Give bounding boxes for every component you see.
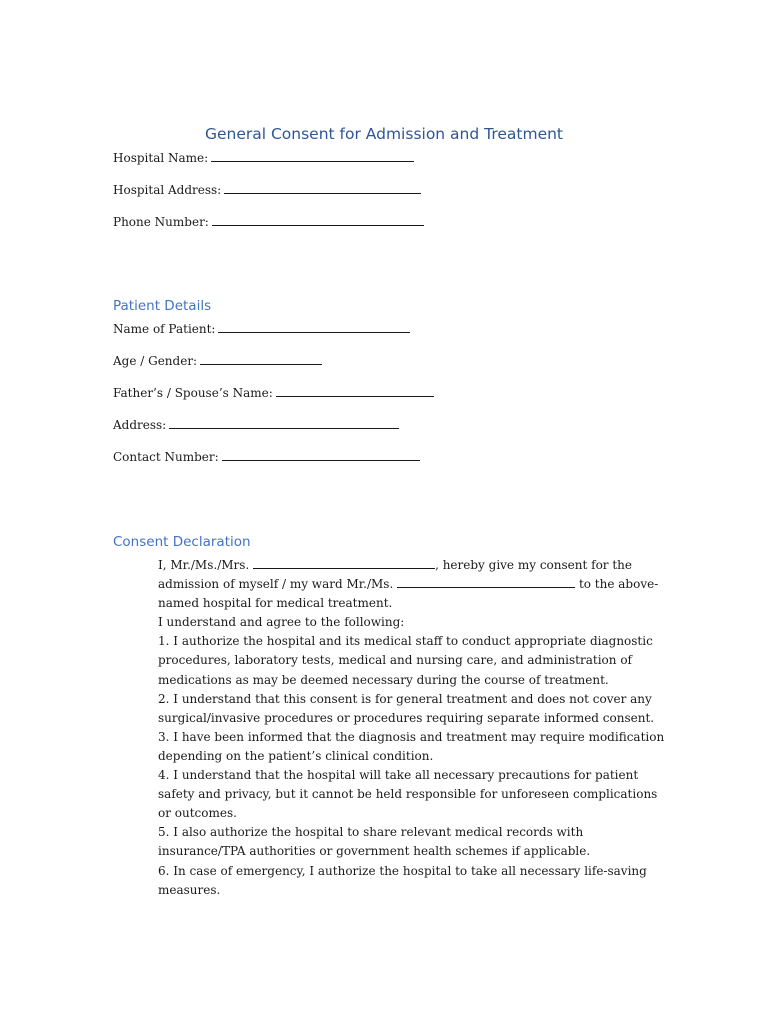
consent-line1-b: , hereby give my consent for the [435, 558, 632, 572]
phone-number-field [113, 214, 424, 230]
consent-line2-b: to the above- [578, 577, 659, 592]
consent-line: 1. I authorize the hospital and its medical staff to conduct appropriate diagnostic [158, 634, 653, 649]
patient-name-field [113, 321, 410, 337]
hospital-name-blank[interactable] [211, 150, 414, 162]
consent-line: surgical/invasive procedures or procedures requiring separate informed consent. [158, 710, 655, 725]
guardian-name-field [113, 385, 434, 401]
contact-number-field [113, 449, 420, 465]
hospital-address-blank[interactable] [224, 182, 421, 194]
age-gender-field [113, 353, 322, 369]
consent-line [158, 556, 678, 575]
hospital-address-field [113, 182, 421, 198]
consent-line1-a: I, Mr./Ms./Mrs. [158, 558, 250, 572]
consent-declaration-body [158, 556, 678, 900]
patient-name-label: Name of Patient: [113, 322, 216, 336]
consent-line [158, 575, 678, 594]
phone-number-blank[interactable] [212, 214, 424, 226]
consent-line: or outcomes. [158, 806, 237, 821]
contact-number-blank[interactable] [222, 449, 420, 461]
consent-line: 3. I have been informed that the diagnosis and treatment may require modification [158, 729, 665, 744]
hospital-name-label: Hospital Name: [113, 151, 209, 165]
age-gender-label: Age / Gender: [113, 354, 198, 368]
guardian-name-blank[interactable] [276, 385, 434, 397]
consent-line: 2. I understand that this consent is for general treatment and does not cover any [158, 691, 652, 706]
guardian-name-label: Father’s / Spouse’s Name: [113, 386, 273, 400]
consent-line: 4. I understand that the hospital will take all necessary precautions for patient [158, 768, 639, 783]
consent-line: medications as may be deemed necessary during the course of treatment. [158, 672, 609, 687]
consent-line: safety and privacy, but it cannot be held responsible for unforeseen complications [158, 787, 658, 802]
consent-line2-a: admission of myself / my ward Mr./Ms. [158, 577, 394, 592]
patient-details-heading: Patient Details [113, 298, 212, 314]
consent-line: depending on the patient’s clinical condition. [158, 748, 434, 763]
patient-address-label: Address: [113, 418, 167, 432]
consent-line: I understand and agree to the following: [158, 615, 405, 630]
hospital-address-label: Hospital Address: [113, 183, 222, 197]
contact-number-label: Contact Number: [113, 450, 219, 464]
hospital-name-field [113, 150, 414, 166]
patient-address-field [113, 417, 399, 433]
consent-line: procedures, laboratory tests, medical and nursing care, and administration of [158, 653, 632, 668]
patient-name-blank[interactable] [218, 321, 410, 333]
consent-line: insurance/TPA authorities or government health schemes if applicable. [158, 844, 591, 859]
consent-line: measures. [158, 882, 221, 897]
consent-declaration-heading: Consent Declaration [113, 534, 251, 550]
age-gender-blank[interactable] [200, 353, 322, 365]
consent-line: named hospital for medical treatment. [158, 596, 393, 611]
ward-name-blank[interactable] [397, 576, 575, 588]
patient-address-blank[interactable] [169, 417, 399, 429]
consent-line: 6. In case of emergency, I authorize the hospital to take all necessary life-saving [158, 863, 647, 878]
consenter-name-blank[interactable] [253, 557, 435, 569]
phone-number-label: Phone Number: [113, 215, 209, 229]
consent-line: 5. I also authorize the hospital to share relevant medical records with [158, 825, 584, 840]
document-title: General Consent for Admission and Treatment [204, 125, 564, 143]
